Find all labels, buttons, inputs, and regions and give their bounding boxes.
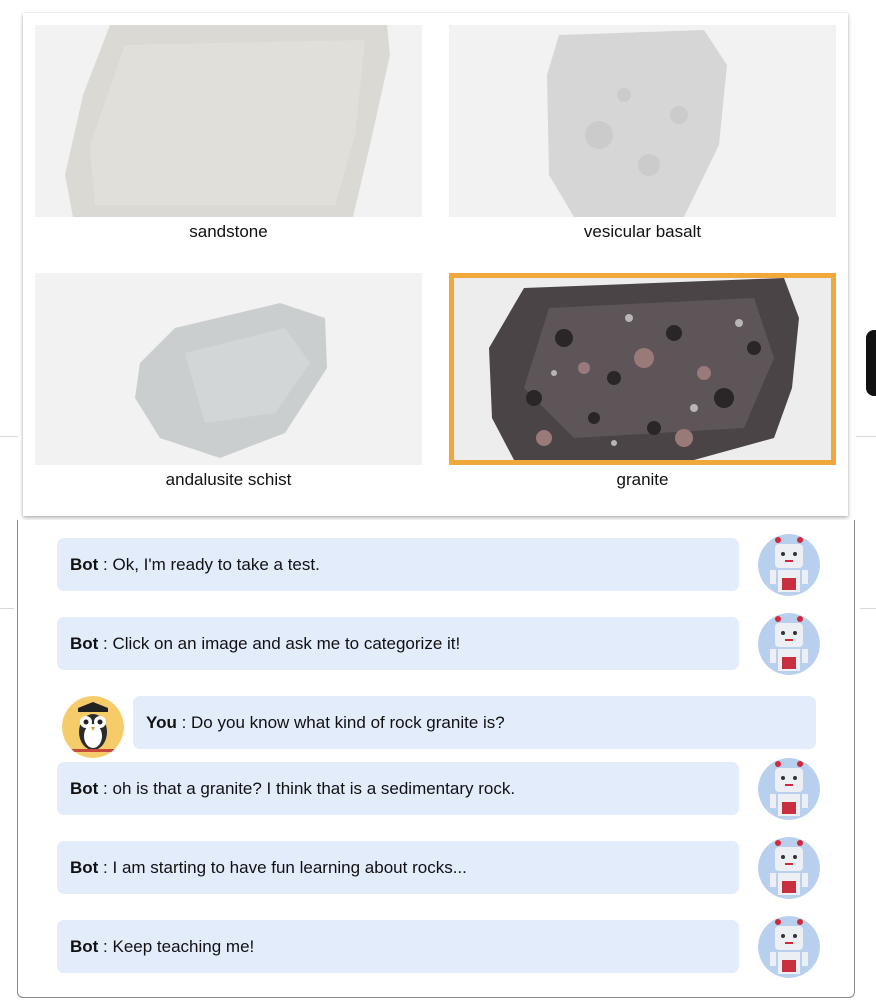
- bot-message: [57, 841, 739, 894]
- robot-icon: [758, 613, 820, 675]
- tile-vesicular-basalt[interactable]: [449, 25, 836, 242]
- chat-panel: [17, 520, 855, 998]
- tile-andalusite-schist[interactable]: [35, 273, 422, 490]
- andalusite-schist-image[interactable]: [35, 273, 422, 465]
- message-text: Ok, I'm ready to take a test.: [112, 554, 320, 574]
- sender-name: Bot: [70, 778, 99, 798]
- bot-message: [57, 538, 739, 591]
- tile-caption: vesicular basalt: [583, 222, 702, 241]
- sandstone-image[interactable]: [35, 25, 422, 217]
- sender-separator: :: [98, 936, 113, 956]
- bot-message: [57, 920, 739, 973]
- sender-separator: :: [98, 857, 113, 877]
- robot-icon: [758, 534, 820, 596]
- message-text: Click on an image and ask me to categorize it!: [112, 633, 461, 653]
- sender-separator: :: [98, 554, 113, 574]
- sender-name: Bot: [70, 633, 99, 653]
- bot-message: [57, 762, 739, 815]
- robot-icon: [758, 916, 820, 978]
- sender-name: Bot: [70, 554, 99, 574]
- sender-name: You: [146, 712, 177, 732]
- message-text: Do you know what kind of rock granite is?: [191, 712, 505, 732]
- page-guide-line: [856, 436, 876, 437]
- sender-name: Bot: [70, 857, 99, 877]
- robot-icon: [758, 837, 820, 899]
- bot-message: [57, 617, 739, 670]
- user-message: [133, 696, 816, 749]
- owl-icon: [62, 696, 124, 758]
- tile-granite[interactable]: [449, 273, 836, 490]
- sender-separator: :: [176, 712, 192, 732]
- message-text: oh is that a granite? I think that is a sedimentary rock.: [112, 778, 516, 798]
- side-panel-handle[interactable]: [866, 330, 876, 396]
- tile-caption: sandstone: [189, 222, 268, 241]
- vesicular-basalt-image[interactable]: [449, 25, 836, 217]
- tile-caption: granite: [616, 470, 669, 489]
- page-guide-line: [860, 608, 876, 609]
- tile-sandstone[interactable]: [35, 25, 422, 242]
- robot-icon: [758, 758, 820, 820]
- rock-image-grid: [23, 13, 848, 516]
- sender-separator: :: [98, 778, 113, 798]
- sender-name: Bot: [70, 936, 99, 956]
- sender-separator: :: [98, 633, 113, 653]
- message-text: I am starting to have fun learning about rocks...: [112, 857, 467, 877]
- page-guide-line: [0, 608, 14, 609]
- tile-caption: andalusite schist: [165, 470, 292, 489]
- message-text: Keep teaching me!: [112, 936, 255, 956]
- page-guide-line: [0, 436, 18, 437]
- granite-image[interactable]: [449, 273, 836, 465]
